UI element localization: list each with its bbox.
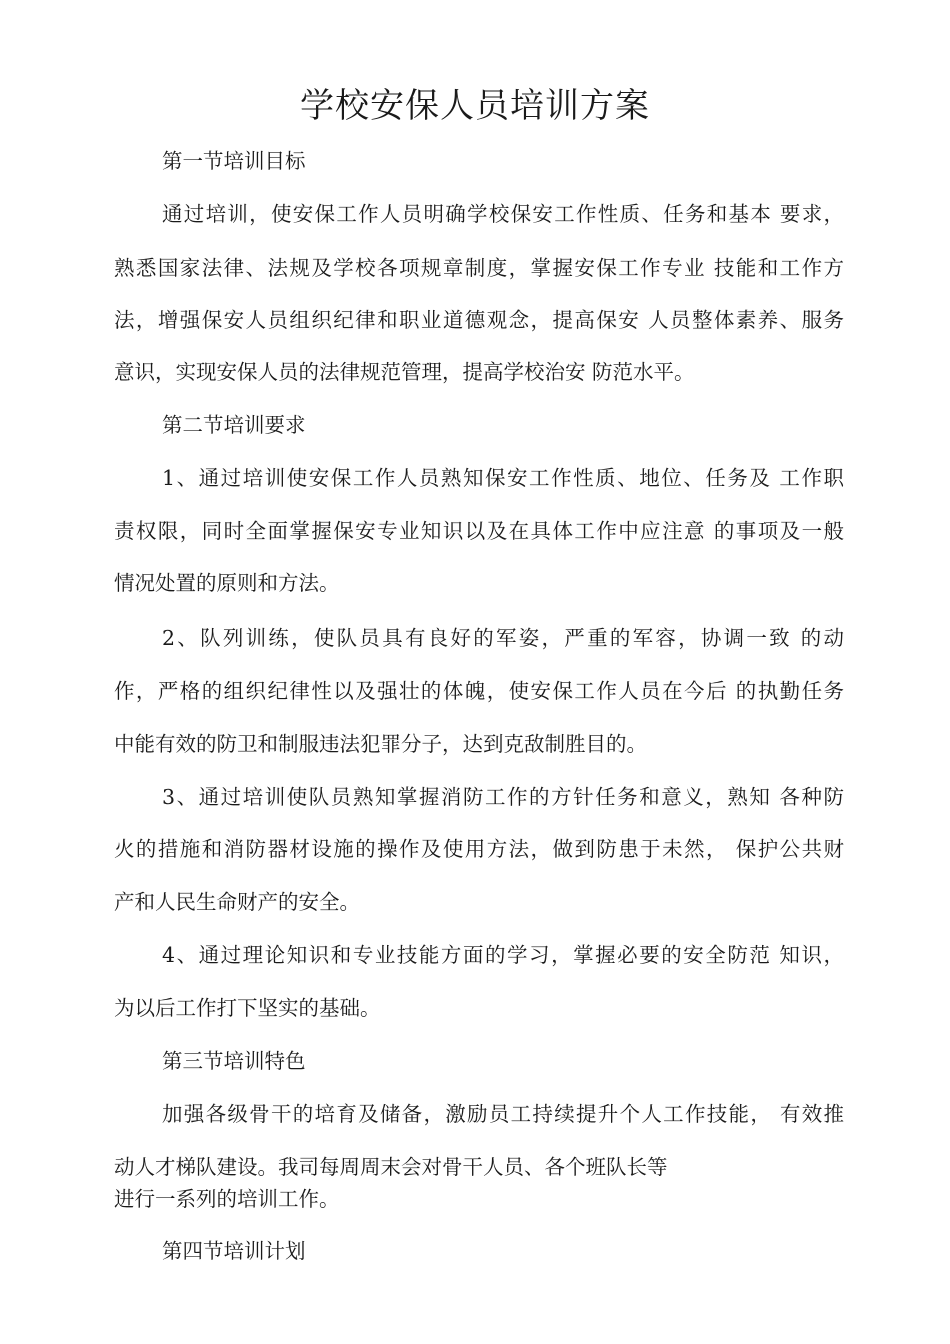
document-title: 学校安保人员培训方案 bbox=[300, 86, 650, 126]
paragraph-line: 1、通过培训使安保工作人员熟知保安工作性质、地位、任务及 工作职 bbox=[162, 466, 844, 490]
paragraph-line: 通过培训，使安保工作人员明确学校保安工作性质、任务和基本 要求， bbox=[162, 202, 844, 226]
section-heading-1: 第一节培训目标 bbox=[162, 149, 306, 173]
paragraph-line: 作，严格的组织纪律性以及强壮的体魄，使安保工作人员在今后 的执勤任务 bbox=[114, 679, 844, 703]
section-heading-2: 第二节培训要求 bbox=[162, 413, 306, 437]
paragraph-line: 为以后工作打下坚实的基础。 bbox=[114, 996, 381, 1020]
section-heading-4: 第四节培训计划 bbox=[162, 1239, 306, 1263]
paragraph-line: 责权限，同时全面掌握保安专业知识以及在具体工作中应注意 的事项及一般 bbox=[114, 519, 844, 543]
paragraph-line: 法，增强保安人员组织纪律和职业道德观念，提高保安 人员整体素养、服务 bbox=[114, 308, 844, 332]
paragraph-line: 产和人民生命财产的安全。 bbox=[114, 890, 360, 914]
section-heading-3: 第三节培训特色 bbox=[162, 1049, 306, 1073]
paragraph-line: 意识，实现安保人员的法律规范管理，提高学校治安 防范水平。 bbox=[114, 360, 695, 384]
paragraph-line: 动人才梯队建设。我司每周周末会对骨干人员、各个班队长等 bbox=[114, 1155, 668, 1179]
paragraph-line: 熟悉国家法律、法规及学校各项规章制度，掌握安保工作专业 技能和工作方 bbox=[114, 256, 844, 280]
paragraph-line: 中能有效的防卫和制服违法犯罪分子，达到克敌制胜目的。 bbox=[114, 732, 647, 756]
paragraph-line: 加强各级骨干的培育及储备，激励员工持续提升个人工作技能， 有效推 bbox=[162, 1102, 844, 1126]
paragraph-line: 火的措施和消防器材设施的操作及使用方法，做到防患于未然， 保护公共财 bbox=[114, 837, 844, 861]
paragraph-line: 情况处置的原则和方法。 bbox=[114, 571, 340, 595]
paragraph-line: 4、通过理论知识和专业技能方面的学习，掌握必要的安全防范 知识， bbox=[162, 943, 844, 967]
paragraph-line: 进行一系列的培训工作。 bbox=[114, 1187, 340, 1211]
paragraph-line: 3、通过培训使队员熟知掌握消防工作的方针任务和意义，熟知 各种防 bbox=[162, 785, 844, 809]
paragraph-line: 2、队列训练，使队员具有良好的军姿，严重的军容，协调一致 的动 bbox=[162, 626, 844, 650]
